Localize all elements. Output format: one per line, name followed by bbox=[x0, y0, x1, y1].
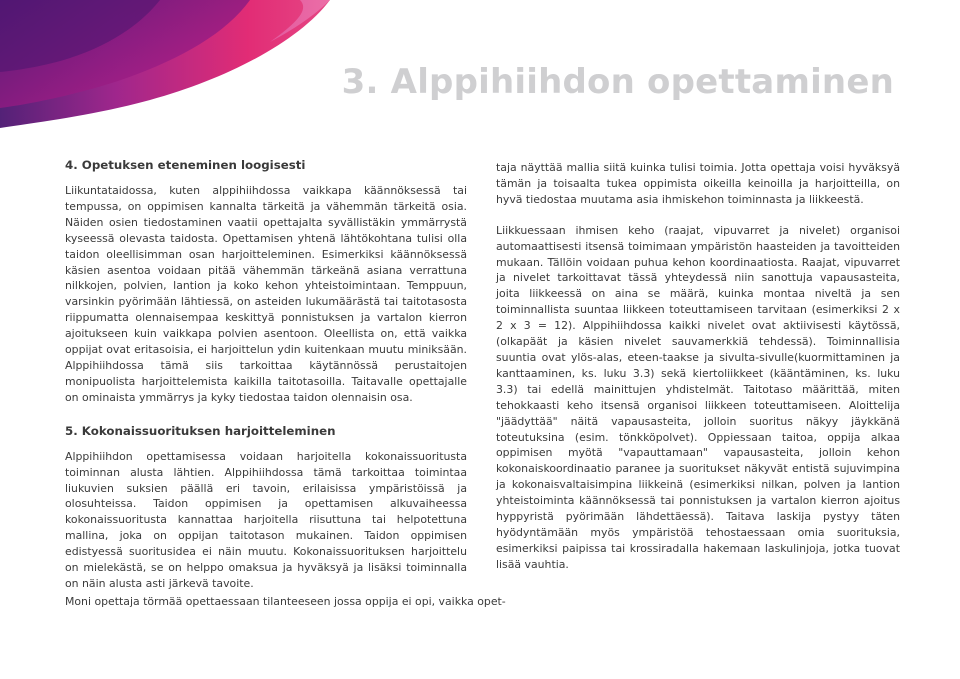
right-paragraph-2: Liikkuessaan ihmisen keho (raajat, vipuvarret ja nivelet) organisoi automaattisesti itsensä toimimaan ympäristön haasteiden ja tavoitteiden mukaan. Tällöin voidaan puhua kehon koordinaatiosta. Raajat, vipuvarret ja nivelet tarkoittavat tässä yhteydessä niin sanottuja vapausasteita, joita liikkeessä on aina se määrä, kuinka montaa niveltä ja sen toiminnallista suuntaa liikkeen toteuttamiseen tarvitaan (esimerkiksi 2 x 2 x 3 = 12). Alppihiihdossa kaikki nivelet ovat aktiivisesti käytössä, (olkapäät ja käsien nivelet sauvamerkkiä tehdessä). Toiminnallisia suuntia ovat ylös-alas, eteen-taakse ja sivulta-sivulle(kuormittaminen ja kanttaaminen, ks. luku 3.3) sekä kiertoliikkeet (kääntäminen, ks. luku 3.3) tai edellä mainittujen yhdistelmät. Taitotaso määrittää, miten tehokkaasti keho itsensä organisoi liikkeen toteuttamiseen. Aloittelija "jäädyttää" näitä vapausasteita, jolloin suoritus näkyy jäykkänä toteutuksina (esim. tönkköpolvet). Oppiessaan taitoa, oppija alkaa oppimisen myötä "vapauttamaan" vapausasteita, jolloin kehon kokonaiskoordinaatio paranee ja suoritukset näkyvät entistä sujuvimpina ja kokonaisvaltaisimpina liikkeinä (esimerkiksi nilkan, polven ja lantion yhteistoiminta käännöksessä tai ponnistuksen ja vartalon kierron ajoitus hyppyristä pyörimään lähdettäessä). Taitava laskija pystyy täten hyödyntämään myös ympäristöä tehostaessaan omia suorituksia, esimerkiksi paipissa tai krossiradalla hakemaan laskulinjoja, jotka tuovat lisää vauhtia. bbox=[496, 223, 900, 571]
left-column bbox=[65, 158, 467, 592]
decorative-swoosh-graphic bbox=[0, 0, 330, 135]
section-4-paragraph: Liikuntataidossa, kuten alppihiihdossa vaikkapa käännöksessä tai tempussa, on oppimisen kannalta tärkeitä ja vähemmän tärkeitä osia. Näiden osien tiedostaminen vaatii opettajalta syvällistäkin ymmärrystä kyseessä olevasta taidosta. Opettamisen yhtenä lähtökohtana tulisi olla taidon oleellisimman osan harjoitteleminen. Esimerkiksi käännöksessä käsien asentoa voidaan pitää vähemmän tärkeänä asiana verrattuna nilkkojen, polvien, lantion ja koko kehon yhteistoimintaan. Temppuun, varsinkin pyörimään lähtiessä, on asteiden lukumäärästä tai taitotasosta riippumatta olennaisempaa keskittyä ponnistuksen ja vartalon kierron ajoitukseen kuin vaikkapa polvien asentoon. Oleellista on, että vaikka oppijat ovat eritasoisia, ei harjoittelun ydin kuitenkaan muutu miniksään. Alppihiihdossa tämä siis tarkoittaa käytännössä perustaitojen monipuolista harjoittelemista kaikilla taitotasoilla. Taitavalle opettajalle on ominaista ymmärrys ja kyky tiedostaa taidon olennaisin osa. bbox=[65, 184, 467, 404]
section-5-paragraph: Alppihiihdon opettamisessa voidaan harjoitella kokonaissuoritusta toiminnan alusta lähtien. Alppihiihdossa tämä tarkoittaa toimintaa liukuvien suksien päällä eri tavoin, erilaisissa ympäristöissä ja olosuhteissa. Taidon oppimisen ja opettamisen alkuvaiheessa kokonaissuoritusta kannattaa harjoitella riisuttuna tai helpotettuna mallina, joka on oppijan taitotason mukainen. Taidon oppimisen edistyessä suoritusidea ei näin muutu. Kokonaissuorituksen harjoittelu on mielekästä, se on helppo omaksua ja hyväksyä ja lisäksi toiminnalla on näin alusta asti järkevä tavoite. bbox=[65, 449, 467, 590]
right-column bbox=[496, 160, 900, 573]
section-heading-5: 5. Kokonaissuorituksen harjoitteleminen bbox=[65, 423, 336, 438]
chapter-title: 3. Alppihiihdon opettaminen bbox=[341, 62, 894, 102]
right-paragraph-1: taja näyttää mallia siitä kuinka tulisi toimia. Jotta opettaja voisi hyväksyä tämän ja toisaalta tukea oppimista oikeilla keinoilla ja harjoitteilla, on hyvä tiedostaa muutama asia ihmiskehon toiminnasta ja liikkeestä. bbox=[496, 161, 900, 206]
section-heading-4: 4. Opetuksen eteneminen loogisesti bbox=[65, 158, 306, 172]
continuation-line: Moni opettaja törmää opettaessaan tilanteeseen jossa oppija ei opi, vaikka opet- bbox=[65, 595, 506, 608]
